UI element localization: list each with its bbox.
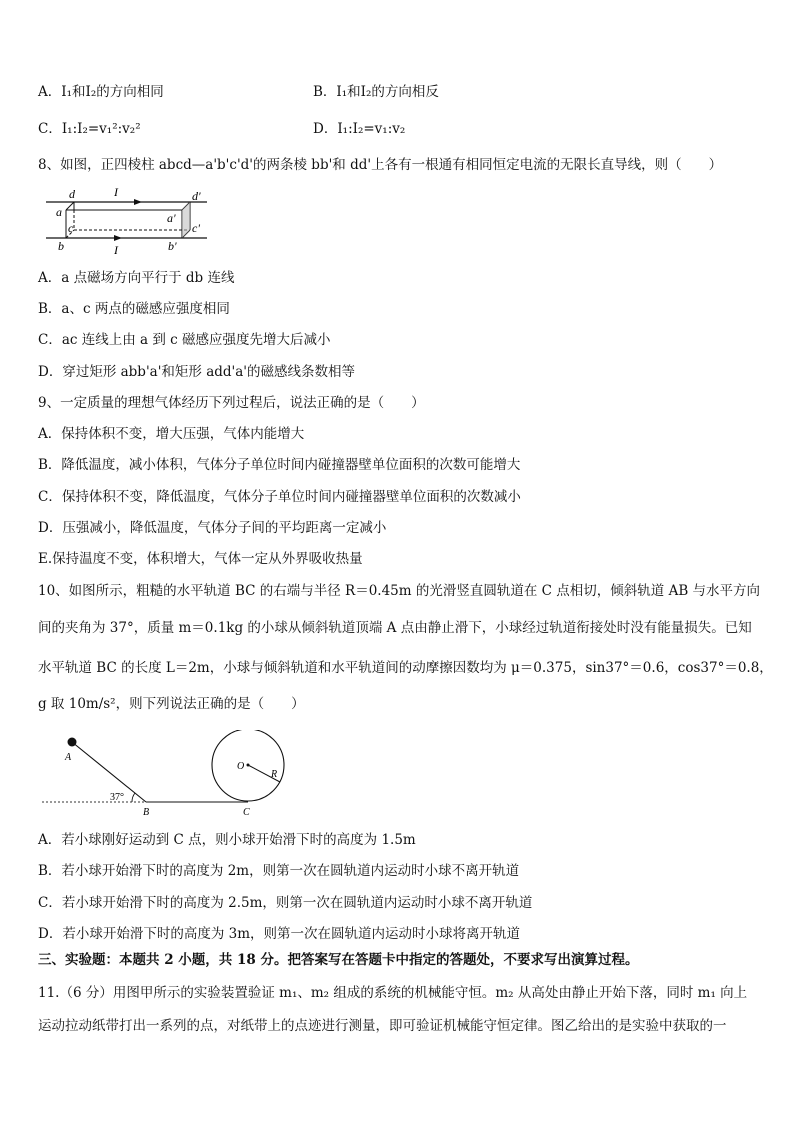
label-a-prime: a' bbox=[167, 211, 176, 225]
q9-option-c: C．保持体积不变，降低温度，气体分子单位时间内碰撞器壁单位面积的次数减小 bbox=[38, 489, 521, 505]
q9-stem: 9、一定质量的理想气体经历下列过程后，说法正确的是（ ） bbox=[38, 395, 425, 411]
arrow-icon bbox=[134, 199, 142, 205]
q10-option-c: C．若小球开始滑下时的高度为 2.5m，则第一次在圆轨道内运动时小球不离开轨道 bbox=[38, 895, 533, 911]
label-C: C bbox=[243, 807, 250, 818]
shaded-face bbox=[182, 202, 190, 238]
q8-stem: 8、如图，正四棱柱 abcd—a'b'c'd'的两条棱 bb'和 dd'上各有一根通有相同恒定电流的无限长直导线，则（ ） bbox=[38, 157, 723, 173]
q11-line1: 11.（6 分）用图甲所示的实验装置验证 m₁、m₂ 组成的系统的机械能守恒。m₂ 从高处由静止开始下落，同时 m₁ 向上 bbox=[38, 985, 748, 1001]
center-point bbox=[247, 764, 250, 767]
q10-stem-line4: g 取 10m/s²，则下列说法正确的是（ ） bbox=[38, 696, 305, 712]
q10-stem-line1: 10、如图所示，粗糙的水平轨道 BC 的右端与半径 R＝0.45m 的光滑竖直圆轨道在 C 点相切，倾斜轨道 AB 与水平方向 bbox=[38, 583, 761, 599]
label-a: a bbox=[56, 205, 62, 219]
label-A: A bbox=[65, 752, 72, 763]
section-3-heading: 三、实验题：本题共 2 小题，共 18 分。把答案写在答题卡中指定的答题处，不要求写出演算过程。 bbox=[38, 952, 639, 968]
q10-option-b: B．若小球开始滑下时的高度为 2m，则第一次在圆轨道内运动时小球不离开轨道 bbox=[38, 863, 520, 879]
q10-track-figure bbox=[38, 730, 308, 820]
ball bbox=[68, 738, 77, 747]
q8-option-a: A．a 点磁场方向平行于 db 连线 bbox=[38, 270, 235, 286]
label-O: O bbox=[237, 761, 245, 772]
label-B: B bbox=[143, 807, 150, 818]
q10-stem-line2: 间的夹角为 37°，质量 m＝0.1kg 的小球从倾斜轨道顶端 A 点由静止滑下，小球经过轨道衔接处时没有能量损失。已知 bbox=[38, 620, 752, 636]
q7-option-b: B．I₁和I₂的方向相反 bbox=[313, 84, 439, 100]
q7-option-d: D．I₁:I₂=v₁:v₂ bbox=[313, 121, 406, 137]
label-d-prime: d' bbox=[192, 189, 201, 203]
label-R: R bbox=[271, 769, 278, 780]
q8-option-d: D．穿过矩形 abb'a'和矩形 add'a'的磁感线条数相等 bbox=[38, 364, 356, 380]
label-current-bottom: I bbox=[114, 243, 118, 256]
q10-stem-line3: 水平轨道 BC 的长度 L＝2m，小球与倾斜轨道和水平轨道间的动摩擦因数均为 μ＝0.375，sin37°＝0.6，cos37°＝0.8， bbox=[38, 660, 773, 676]
q9-option-e: E.保持温度不变，体积增大，气体一定从外界吸收热量 bbox=[38, 551, 363, 567]
q9-option-a: A．保持体积不变，增大压强，气体内能增大 bbox=[38, 426, 305, 442]
q10-option-d: D．若小球开始滑下时的高度为 3m，则第一次在圆轨道内运动时小球将离开轨道 bbox=[38, 926, 521, 942]
q7-option-c: C．I₁:I₂=v₁²:v₂² bbox=[38, 121, 141, 137]
q11-line2: 运动拉动纸带打出一系列的点，对纸带上的点迹进行测量，即可验证机械能守恒定律。图乙给出的是实验中获取的一 bbox=[38, 1018, 727, 1034]
label-b-prime: b' bbox=[168, 239, 177, 253]
angle-arc bbox=[132, 793, 135, 802]
edge bbox=[66, 202, 74, 210]
label-angle: 37° bbox=[110, 792, 124, 803]
arrow-icon bbox=[114, 235, 122, 241]
q7-option-a: A．I₁和I₂的方向相同 bbox=[38, 84, 164, 100]
label-c: c bbox=[68, 221, 74, 235]
q10-option-a: A．若小球刚好运动到 C 点，则小球开始滑下时的高度为 1.5m bbox=[38, 832, 416, 848]
label-current-top: I bbox=[114, 185, 118, 199]
q9-option-d: D．压强减小，降低温度，气体分子间的平均距离一定减小 bbox=[38, 520, 387, 536]
label-c-prime: c' bbox=[192, 221, 200, 235]
q8-prism-figure bbox=[42, 180, 222, 256]
label-d: d bbox=[69, 187, 75, 201]
q8-option-b: B．a、c 两点的磁感应强度相同 bbox=[38, 301, 230, 317]
q9-option-b: B．降低温度，减小体积，气体分子单位时间内碰撞器壁单位面积的次数可能增大 bbox=[38, 457, 521, 473]
q8-option-c: C．ac 连线上由 a 到 c 磁感应强度先增大后减小 bbox=[38, 332, 331, 348]
label-b: b bbox=[58, 239, 64, 253]
